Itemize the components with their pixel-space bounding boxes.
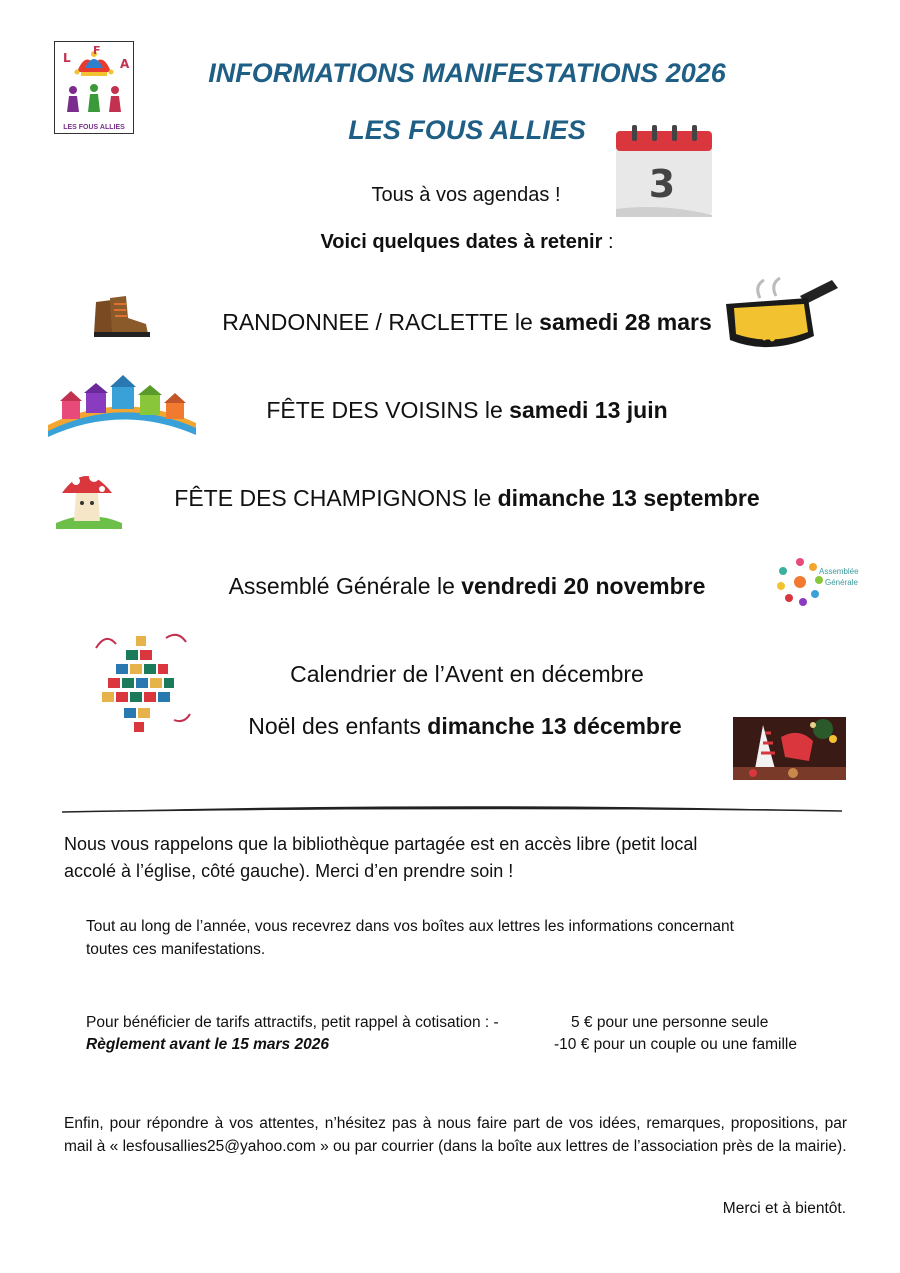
event-randonnee-date: samedi 28 mars xyxy=(539,309,712,335)
intro-dates-tail: : xyxy=(602,231,614,253)
mailbox-line1: Tout au long de l’année, vous recevrez dans vos boîtes aux lettres les informations concernant xyxy=(86,918,734,935)
library-line2: accolé à l’église, côté gauche). Merci d’en prendre soin ! xyxy=(64,861,514,881)
event-fete-champignons-label: FÊTE DES CHAMPIGNONS le xyxy=(174,485,498,511)
page-title: INFORMATIONS MANIFESTATIONS 2026 xyxy=(208,58,726,88)
library-notice xyxy=(64,831,849,885)
assemblee-generale-logo xyxy=(775,556,870,612)
intro-line: Tous à vos agendas ! xyxy=(371,184,561,206)
logo-letter-a: A xyxy=(120,57,130,71)
calendar-day: 3 xyxy=(648,162,676,206)
people-circle-icon xyxy=(775,556,825,612)
event-randonnee-label: RANDONNEE / RACLETTE le xyxy=(222,309,540,335)
section-divider xyxy=(62,803,842,817)
page-subtitle: LES FOUS ALLIES xyxy=(348,115,586,145)
christmas-photo-icon xyxy=(733,717,846,780)
event-fete-voisins xyxy=(0,397,900,424)
signoff: Merci et à bientôt. xyxy=(722,1200,846,1217)
event-assemblee-date: vendredi 20 novembre xyxy=(461,573,706,599)
cotisation-intro: Pour bénéficier de tarifs attractifs, petit rappel à cotisation : - xyxy=(86,1014,499,1031)
cotisation-price-family: -10 € pour un couple ou une famille xyxy=(554,1036,797,1053)
logo-letter-l: L xyxy=(63,51,71,65)
event-fete-voisins-date: samedi 13 juin xyxy=(509,397,668,423)
assemblee-line1: Assemblée xyxy=(819,567,859,576)
cotisation-deadline: Règlement avant le 15 mars 2026 xyxy=(86,1036,329,1053)
event-calendrier-avent: Calendrier de l’Avent en décembre xyxy=(290,661,644,687)
event-noel-enfants-label: Noël des enfants xyxy=(248,713,428,739)
event-fete-champignons xyxy=(0,485,900,512)
intro-dates-bold: Voici quelques dates à retenir xyxy=(320,231,603,253)
event-noel-enfants-date: dimanche 13 décembre xyxy=(427,713,682,739)
event-assemblee xyxy=(0,573,900,600)
event-fete-voisins-label: FÊTE DES VOISINS le xyxy=(266,397,510,423)
event-fete-champignons-date: dimanche 13 septembre xyxy=(497,485,760,511)
intro-dates xyxy=(0,231,900,254)
mailbox-line2: toutes ces manifestations. xyxy=(86,941,266,958)
logo-caption: LES FOUS ALLIES xyxy=(63,124,125,131)
contact-paragraph: Enfin, pour répondre à vos attentes, n’hésitez pas à nous faire part de vos idées, remarques, propositions, par mail à « lesfousallies25@yahoo.com » ou par courrier (dans la boîte aux lettres de l’association près de la mairie). xyxy=(64,1115,847,1155)
raclette-pan-icon xyxy=(720,274,840,356)
library-line1: Nous vous rappelons que la bibliothèque partagée est en accès libre (petit local xyxy=(64,834,698,854)
cotisation-price-single: 5 € pour une personne seule xyxy=(571,1014,769,1031)
logo-letter-f: F xyxy=(93,44,101,57)
assemblee-line2: Générale xyxy=(825,578,858,587)
event-assemblee-label: Assemblé Générale le xyxy=(228,573,462,599)
assemblee-generale-text xyxy=(819,566,859,588)
mailbox-notice xyxy=(86,915,846,961)
